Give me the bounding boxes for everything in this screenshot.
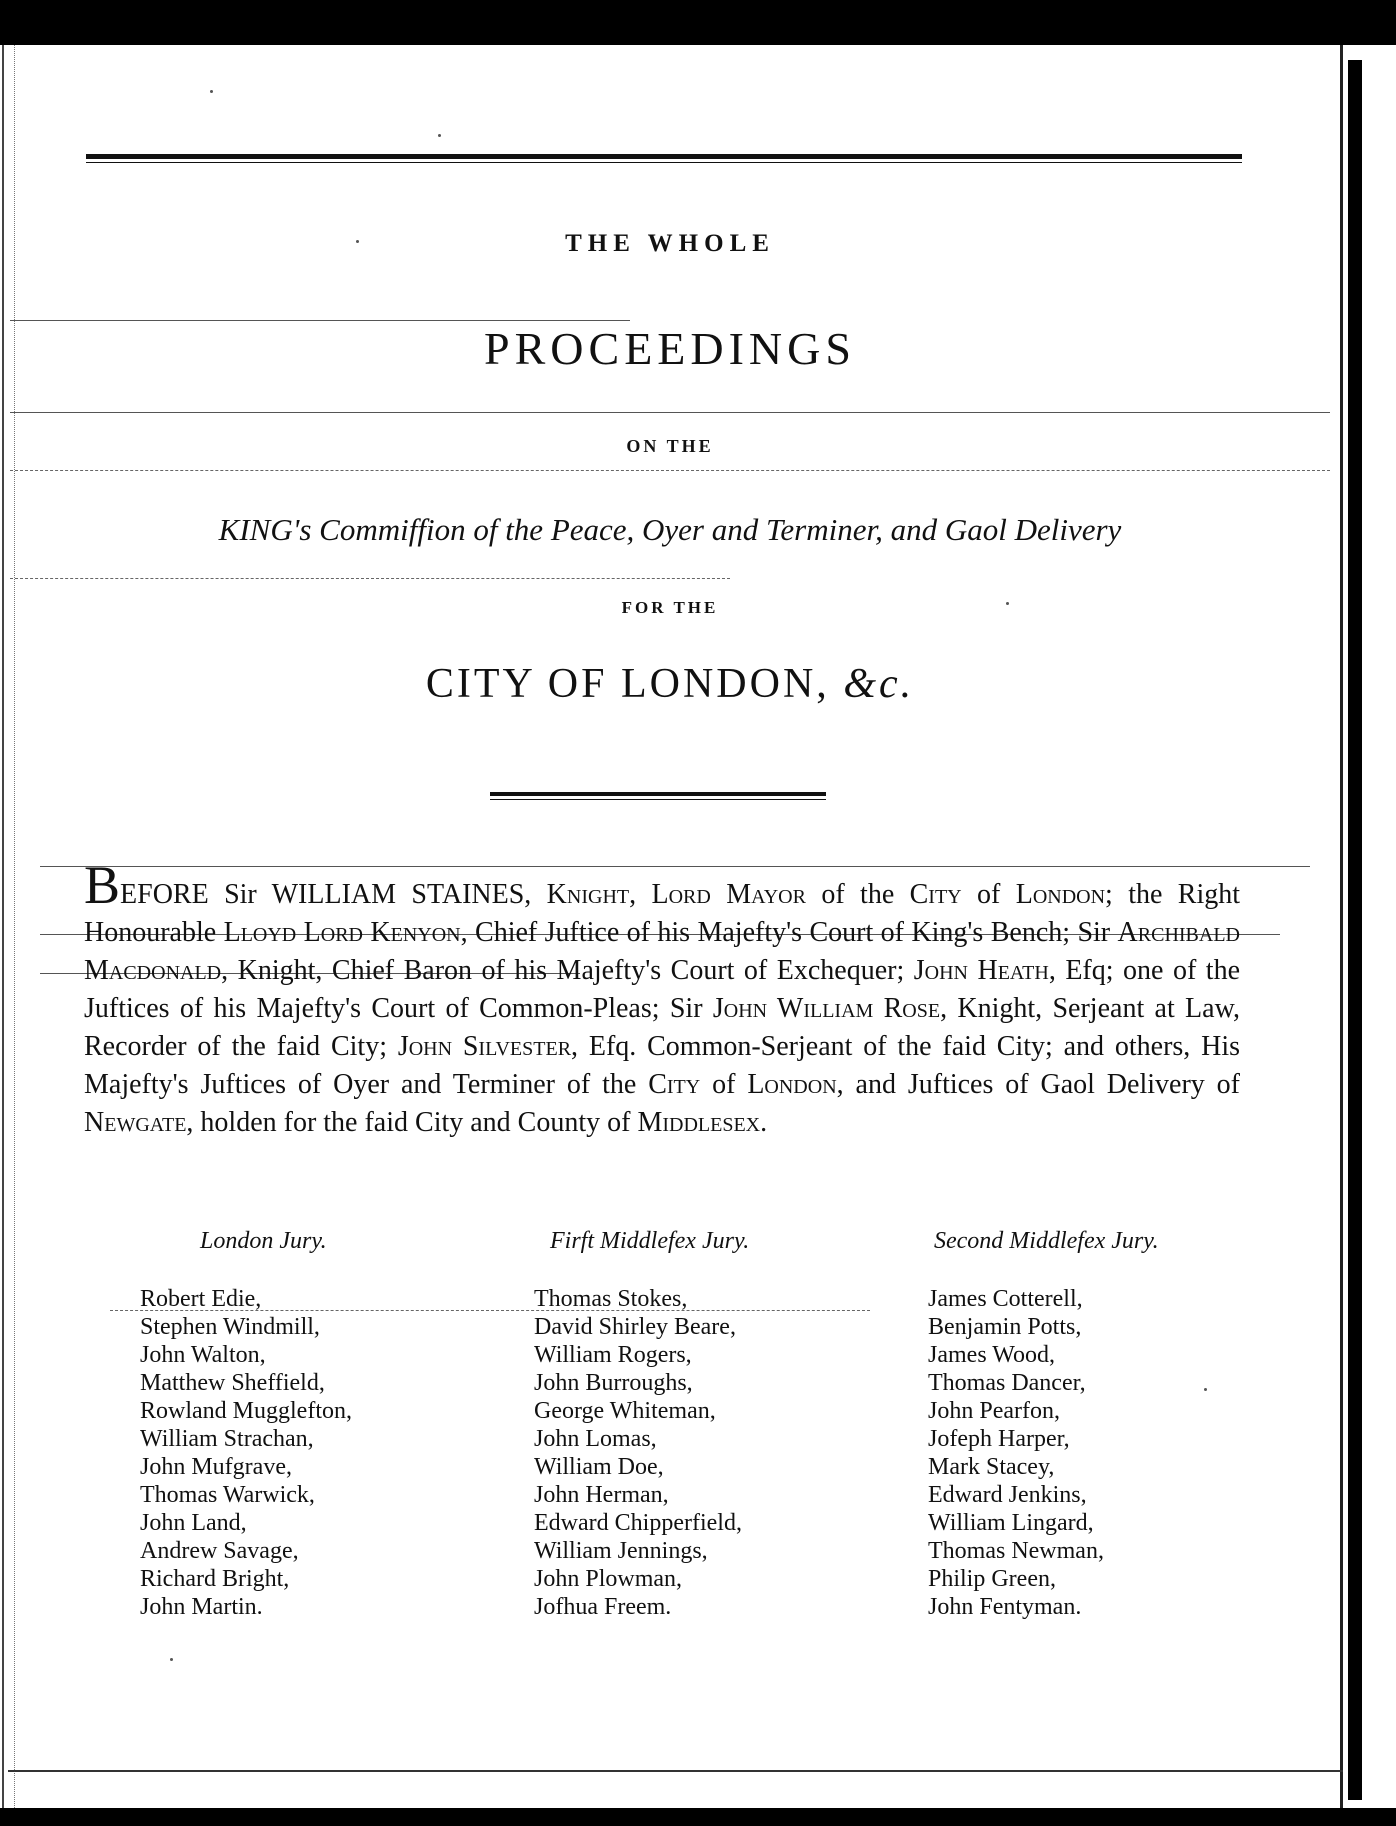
section-double-rule [490,792,826,796]
small-caps-name: Archibald Macdonald [84,917,1240,986]
small-caps-name: London [747,1069,837,1100]
juror-name: James Wood, [928,1342,1055,1368]
section-double-rule-thin [490,799,826,800]
second-middlesex-jury-column [928,1228,1268,1621]
juror-name: John Fentyman. [928,1594,1082,1620]
juror-list [534,1285,894,1621]
juror-name: Mark Stacey, [928,1454,1055,1480]
scan-bottom-border [0,1808,1396,1826]
jury-title: Second Middlefex Jury. [934,1228,1159,1254]
juror-name: James Cotterell, [928,1286,1083,1312]
heading-on-the: ON THE [626,436,714,456]
preamble-segment: of [700,1069,748,1100]
juror-name: Matthew Sheffield, [140,1370,325,1396]
scan-artifact-line [10,470,1330,471]
juror-name: David Shirley Beare, [534,1314,736,1340]
heading-commission: KING's Commiffion of the Peace, Oyer and Terminer, and Gaol Delivery [218,512,1122,547]
first-middlesex-jury-column [534,1228,894,1621]
juror-name: John Burroughs, [534,1370,693,1396]
juror-name: Thomas Dancer, [928,1370,1086,1396]
heading-the-whole: THE WHOLE [565,230,775,257]
preamble-segment: . [760,1107,768,1138]
juror-name: Andrew Savage, [140,1538,299,1564]
juror-name: John Land, [140,1510,247,1536]
header-double-rule-thin [86,162,1242,163]
small-caps-name: John Silvester [397,1031,572,1062]
small-caps-name: John Heath [913,955,1049,986]
heading-city-of-london [0,660,1340,708]
juror-name: Thomas Newman, [928,1538,1104,1564]
juror-name: Richard Bright, [140,1566,290,1592]
juror-name: Robert Edie, [140,1286,262,1312]
preamble-segment: , Efq. Common-Serjeant of the faid City; and others, His Majefty's Juftices of Oyer and Terminer of the [84,1031,1241,1100]
scan-right-edge-line [1340,45,1343,1808]
juror-name: Jofeph Harper, [928,1426,1070,1452]
juror-name: Rowland Mugglefton, [140,1398,352,1424]
small-caps-name: Lord Mayor [651,879,806,910]
juror-name: William Jennings, [534,1538,708,1564]
juror-name: John Mufgrave, [140,1454,292,1480]
preamble-segment: , holden for the faid City and County of [186,1107,638,1138]
juror-name: William Doe, [534,1454,664,1480]
preamble-segment: EFORE Sir WILLIAM STAINES, [120,879,547,910]
scan-artifact-line [10,320,630,321]
juror-name: Thomas Warwick, [140,1482,315,1508]
heading-etc: &c. [843,661,915,707]
scan-speck [170,1658,173,1661]
juror-list [928,1285,1268,1621]
court-preamble-paragraph [84,855,1241,1142]
small-caps-name: Lloyd Lord Kenyon [223,917,461,948]
scan-top-border [0,0,1396,45]
juror-name: Edward Chipperfield, [534,1510,742,1536]
scan-artifact-line [10,412,1330,413]
scan-right-edge-bar [1348,60,1362,1800]
juror-name: William Rogers, [534,1342,692,1368]
preamble-segment: of [961,879,1016,910]
scan-speck [438,134,441,137]
preamble-segment: , Chief Juftice of his Majefty's Court of King's Bench; Sir [460,917,1118,948]
preamble-segment: , Knight, Serjeant at Law, Recorder of the faid City; [84,993,1240,1062]
juror-name: George Whiteman, [534,1398,716,1424]
london-jury-column [140,1228,480,1621]
juror-list [140,1285,480,1621]
heading-for-the: FOR THE [621,598,719,617]
scan-left-edge [2,45,15,1808]
small-caps-name: London [1015,879,1106,910]
juror-name: John Walton, [140,1342,266,1368]
header-double-rule [86,154,1242,159]
juror-name: William Lingard, [928,1510,1094,1536]
preamble-text [84,879,1240,1138]
juror-name: John Herman, [534,1482,669,1508]
scan-artifact-line [10,578,730,579]
juror-name: Edward Jenkins, [928,1482,1087,1508]
preamble-segment: , Efq; one of the Juftices of his Majefty's Court of Common-Pleas; Sir [84,955,1240,1024]
juror-name: Stephen Windmill, [140,1314,320,1340]
preamble-segment: ; the Right Honourable [84,879,1241,948]
preamble-segment: of the [805,879,910,910]
juror-name: William Strachan, [140,1426,314,1452]
juror-name: Thomas Stokes, [534,1286,688,1312]
preamble-segment: , [629,879,652,910]
scan-bottom-rule [8,1770,1343,1772]
small-caps-name: City [648,1069,701,1100]
small-caps-name: Newgate [84,1107,187,1138]
heading-city-text: CITY OF LONDON, [425,661,830,707]
small-caps-name: City [909,879,962,910]
juror-name: John Plowman, [534,1566,683,1592]
juror-name: John Pearfon, [928,1398,1060,1424]
juror-name: John Martin. [140,1594,263,1620]
preamble-segment: , and Juftices of Gaol Delivery of [836,1069,1240,1100]
small-caps-name: John William Rose [712,993,941,1024]
small-caps-name: Knight [546,879,630,910]
drop-cap: B [84,855,121,915]
juror-name: Jofhua Freem. [534,1594,672,1620]
juror-name: Philip Green, [928,1566,1056,1592]
jury-title: Firft Middlefex Jury. [550,1228,750,1254]
juror-name: John Lomas, [534,1426,657,1452]
small-caps-name: Middlesex [637,1107,761,1138]
jury-title: London Jury. [200,1228,327,1254]
heading-proceedings: PROCEEDINGS [484,323,856,374]
juror-name: Benjamin Potts, [928,1314,1082,1340]
scan-speck [210,90,213,93]
preamble-segment: , Knight, Chief Baron of his Majefty's Court of Exchequer; [221,955,914,986]
